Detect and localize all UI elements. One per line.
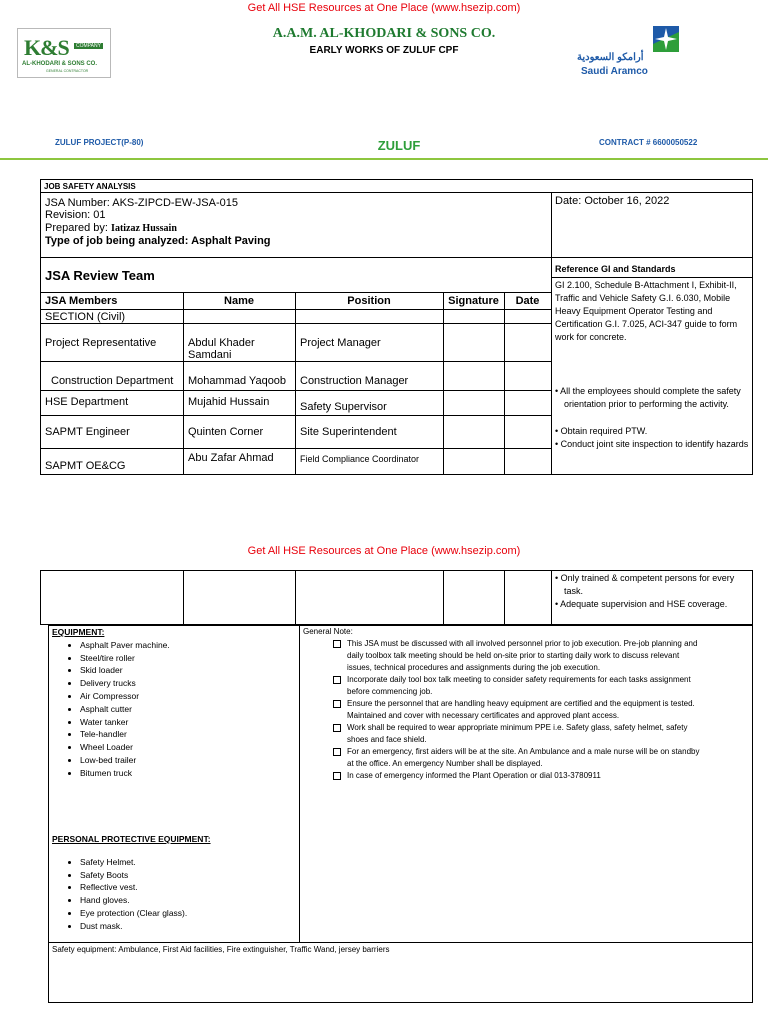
list-item: • Low-bed trailer <box>80 754 292 767</box>
list-item: • Hand gloves. <box>80 894 292 907</box>
list-item: • Safety Helmet. <box>80 856 292 869</box>
zuluf-title: ZULUF <box>377 138 421 153</box>
general-notes <box>303 626 703 782</box>
list-item: • Asphalt Paver machine. <box>80 639 292 652</box>
row-position: Safety Supervisor <box>300 401 387 413</box>
row-name: Mujahid Hussain <box>188 396 270 408</box>
list-item: • Bitumen truck <box>80 767 292 780</box>
project-ref: ZULUF PROJECT(P-80) <box>55 138 144 147</box>
row-member: SAPMT Engineer <box>45 426 130 438</box>
review-team-title: JSA Review Team <box>45 268 155 283</box>
list-item: • Dust mask. <box>80 920 292 933</box>
jsa-number: JSA Number: AKS-ZIPCD-EW-JSA-015 <box>45 197 238 209</box>
aramco-english: Saudi Aramco <box>581 66 648 77</box>
row-member: HSE Department <box>45 396 129 408</box>
header-divider <box>0 158 768 160</box>
list-item: • Asphalt cutter <box>80 703 292 716</box>
row-member: Construction Department <box>51 375 174 387</box>
row-position: Field Compliance Coordinator <box>300 454 420 464</box>
row-name: Quinten Corner <box>188 426 264 438</box>
project-title: EARLY WORKS OF ZULUF CPF <box>309 45 459 56</box>
checkbox-icon <box>333 700 341 708</box>
aramco-arabic: أرامكو السعودية <box>577 52 644 63</box>
col-signature: Signature <box>448 295 499 307</box>
job-type: Type of job being analyzed: Asphalt Paving <box>45 235 271 247</box>
jsa-prepared <box>45 222 177 235</box>
equipment-title: EQUIPMENT: <box>52 627 105 637</box>
cont-bullet-text: Only trained & competent persons for every task. <box>560 573 735 596</box>
list-item: • Delivery trucks <box>80 677 292 690</box>
promo-banner[interactable]: Get All HSE Resources at One Place (www.hsezip.com) <box>247 2 521 14</box>
ref-bullet-text: Conduct joint site inspection to identify hazards <box>560 439 749 449</box>
list-item: • Reflective vest. <box>80 881 292 894</box>
note-item <box>303 770 703 782</box>
general-note-title: General Note: <box>303 627 353 636</box>
prepared-name: Iatizaz Hussain <box>111 223 177 234</box>
logo-subtitle: GENERAL CONTRACTOR <box>46 69 89 73</box>
note-text: This JSA must be discussed with all involved personnel prior to job execution. Pre-job planning and daily toolbox talk meeting should be held on-site prior to starting daily work to discuss relevant issues, technical procedures and assignments during the job execution. <box>347 639 698 672</box>
row-name: Mohammad Yaqoob <box>188 375 287 387</box>
cont-bullet-text: Adequate supervision and HSE coverage. <box>560 599 728 609</box>
ref-bullet-text: All the employees should complete the safety orientation prior to performing the activity. <box>560 386 741 409</box>
row-position: Construction Manager <box>300 375 409 387</box>
note-text: In case of emergency informed the Plant Operation or dial 013-3780911 <box>347 771 601 780</box>
ref-bullet: • All the employees should complete the safety orientation prior to performing the activity. <box>555 386 741 409</box>
checkbox-icon <box>333 772 341 780</box>
checkbox-icon <box>333 724 341 732</box>
ref-bullet: • Obtain required PTW. <box>555 426 648 436</box>
list-item: • Wheel Loader <box>80 741 292 754</box>
checkbox-icon <box>333 676 341 684</box>
note-item <box>303 698 703 722</box>
safety-equipment: Safety equipment: Ambulance, First Aid facilities, Fire extinguisher, Traffic Wand, jersey barriers <box>52 945 390 954</box>
section-civil: SECTION (Civil) <box>45 311 126 323</box>
equipment-list <box>52 639 292 780</box>
ref-bullet-text: Obtain required PTW. <box>560 426 648 436</box>
list-item: • Safety Boots <box>80 869 292 882</box>
company-name: A.A.M. AL-KHODARI & SONS CO. <box>272 26 496 41</box>
note-text: For an emergency, first aiders will be at the site. An Ambulance and a male nurse will be on standby at the office. An emergency Number shall be displayed. <box>347 747 700 768</box>
list-item: • Steel/tire roller <box>80 652 292 665</box>
cont-bullet: • Only trained & competent persons for every task. • Adequate supervision and HSE coverage. <box>555 573 735 609</box>
note-text: Work shall be required to wear appropriate minimum PPE i.e. Safety glass, safety helmet, safety shoes and face shield. <box>347 723 688 744</box>
ref-bullet: • Conduct joint site inspection to identify hazards <box>555 439 749 449</box>
checkbox-icon <box>333 640 341 648</box>
checkbox-icon <box>333 748 341 756</box>
note-item <box>303 746 703 770</box>
row-member: SAPMT OE&CG <box>45 460 126 472</box>
contract-number: CONTRACT # 6600050522 <box>599 138 698 147</box>
jsa-revision: Revision: 01 <box>45 209 106 221</box>
row-member: Project Representative <box>45 337 157 349</box>
logo-ks-text: K&S <box>24 35 69 60</box>
logo-company-name: AL-KHODARI & SONS CO. <box>22 61 97 67</box>
aramco-logo <box>575 26 685 80</box>
list-item: • Skid loader <box>80 664 292 677</box>
row-position: Project Manager <box>300 337 381 349</box>
equipment-section <box>52 626 292 780</box>
list-item: • Eye protection (Clear glass). <box>80 907 292 920</box>
list-item: • Air Compressor <box>80 690 292 703</box>
jsa-title: JOB SAFETY ANALYSIS <box>44 182 136 191</box>
col-date: Date <box>515 295 540 307</box>
note-text: Incorporate daily tool box talk meeting to consider safety requirements for each tasks assignment before commencing job. <box>347 675 691 696</box>
note-item <box>303 722 703 746</box>
ppe-title: PERSONAL PROTECTIVE EQUIPMENT: <box>52 834 211 844</box>
logo-company-text: COMPANY <box>76 43 101 49</box>
promo-banner[interactable]: Get All HSE Resources at One Place (www.hsezip.com) <box>247 545 521 557</box>
row-name: Abu Zafar Ahmad <box>188 452 274 464</box>
ppe-section <box>52 833 292 933</box>
col-position: Position <box>347 295 391 307</box>
ref-text: GI 2.100, Schedule B-Attachment I, Exhibit-II, Traffic and Vehicle Safety G.I. 6.030, Mobile Heavy Equipment Operator Testing and Certification G.I. 7.025, ACI-347 guide to form work for concrete. <box>555 280 738 342</box>
list-item: • Tele-handler <box>80 728 292 741</box>
list-item: • Water tanker <box>80 716 292 729</box>
note-item <box>303 674 703 698</box>
prepared-label: Prepared by: <box>45 222 108 234</box>
row-position: Site Superintendent <box>300 426 397 438</box>
row-name: Abdul Khader Samdani <box>188 337 255 361</box>
note-item <box>303 638 703 674</box>
col-members: JSA Members <box>45 295 118 307</box>
jsa-date: Date: October 16, 2022 <box>555 195 670 207</box>
note-text: Ensure the personnel that are handling heavy equipment are certified and the equipment is tested. Maintained and cover with necessary certificates and approved plant access. <box>347 699 695 720</box>
ref-title: Reference GI and Standards <box>555 264 676 274</box>
ppe-list <box>52 856 292 933</box>
col-name: Name <box>224 295 254 307</box>
